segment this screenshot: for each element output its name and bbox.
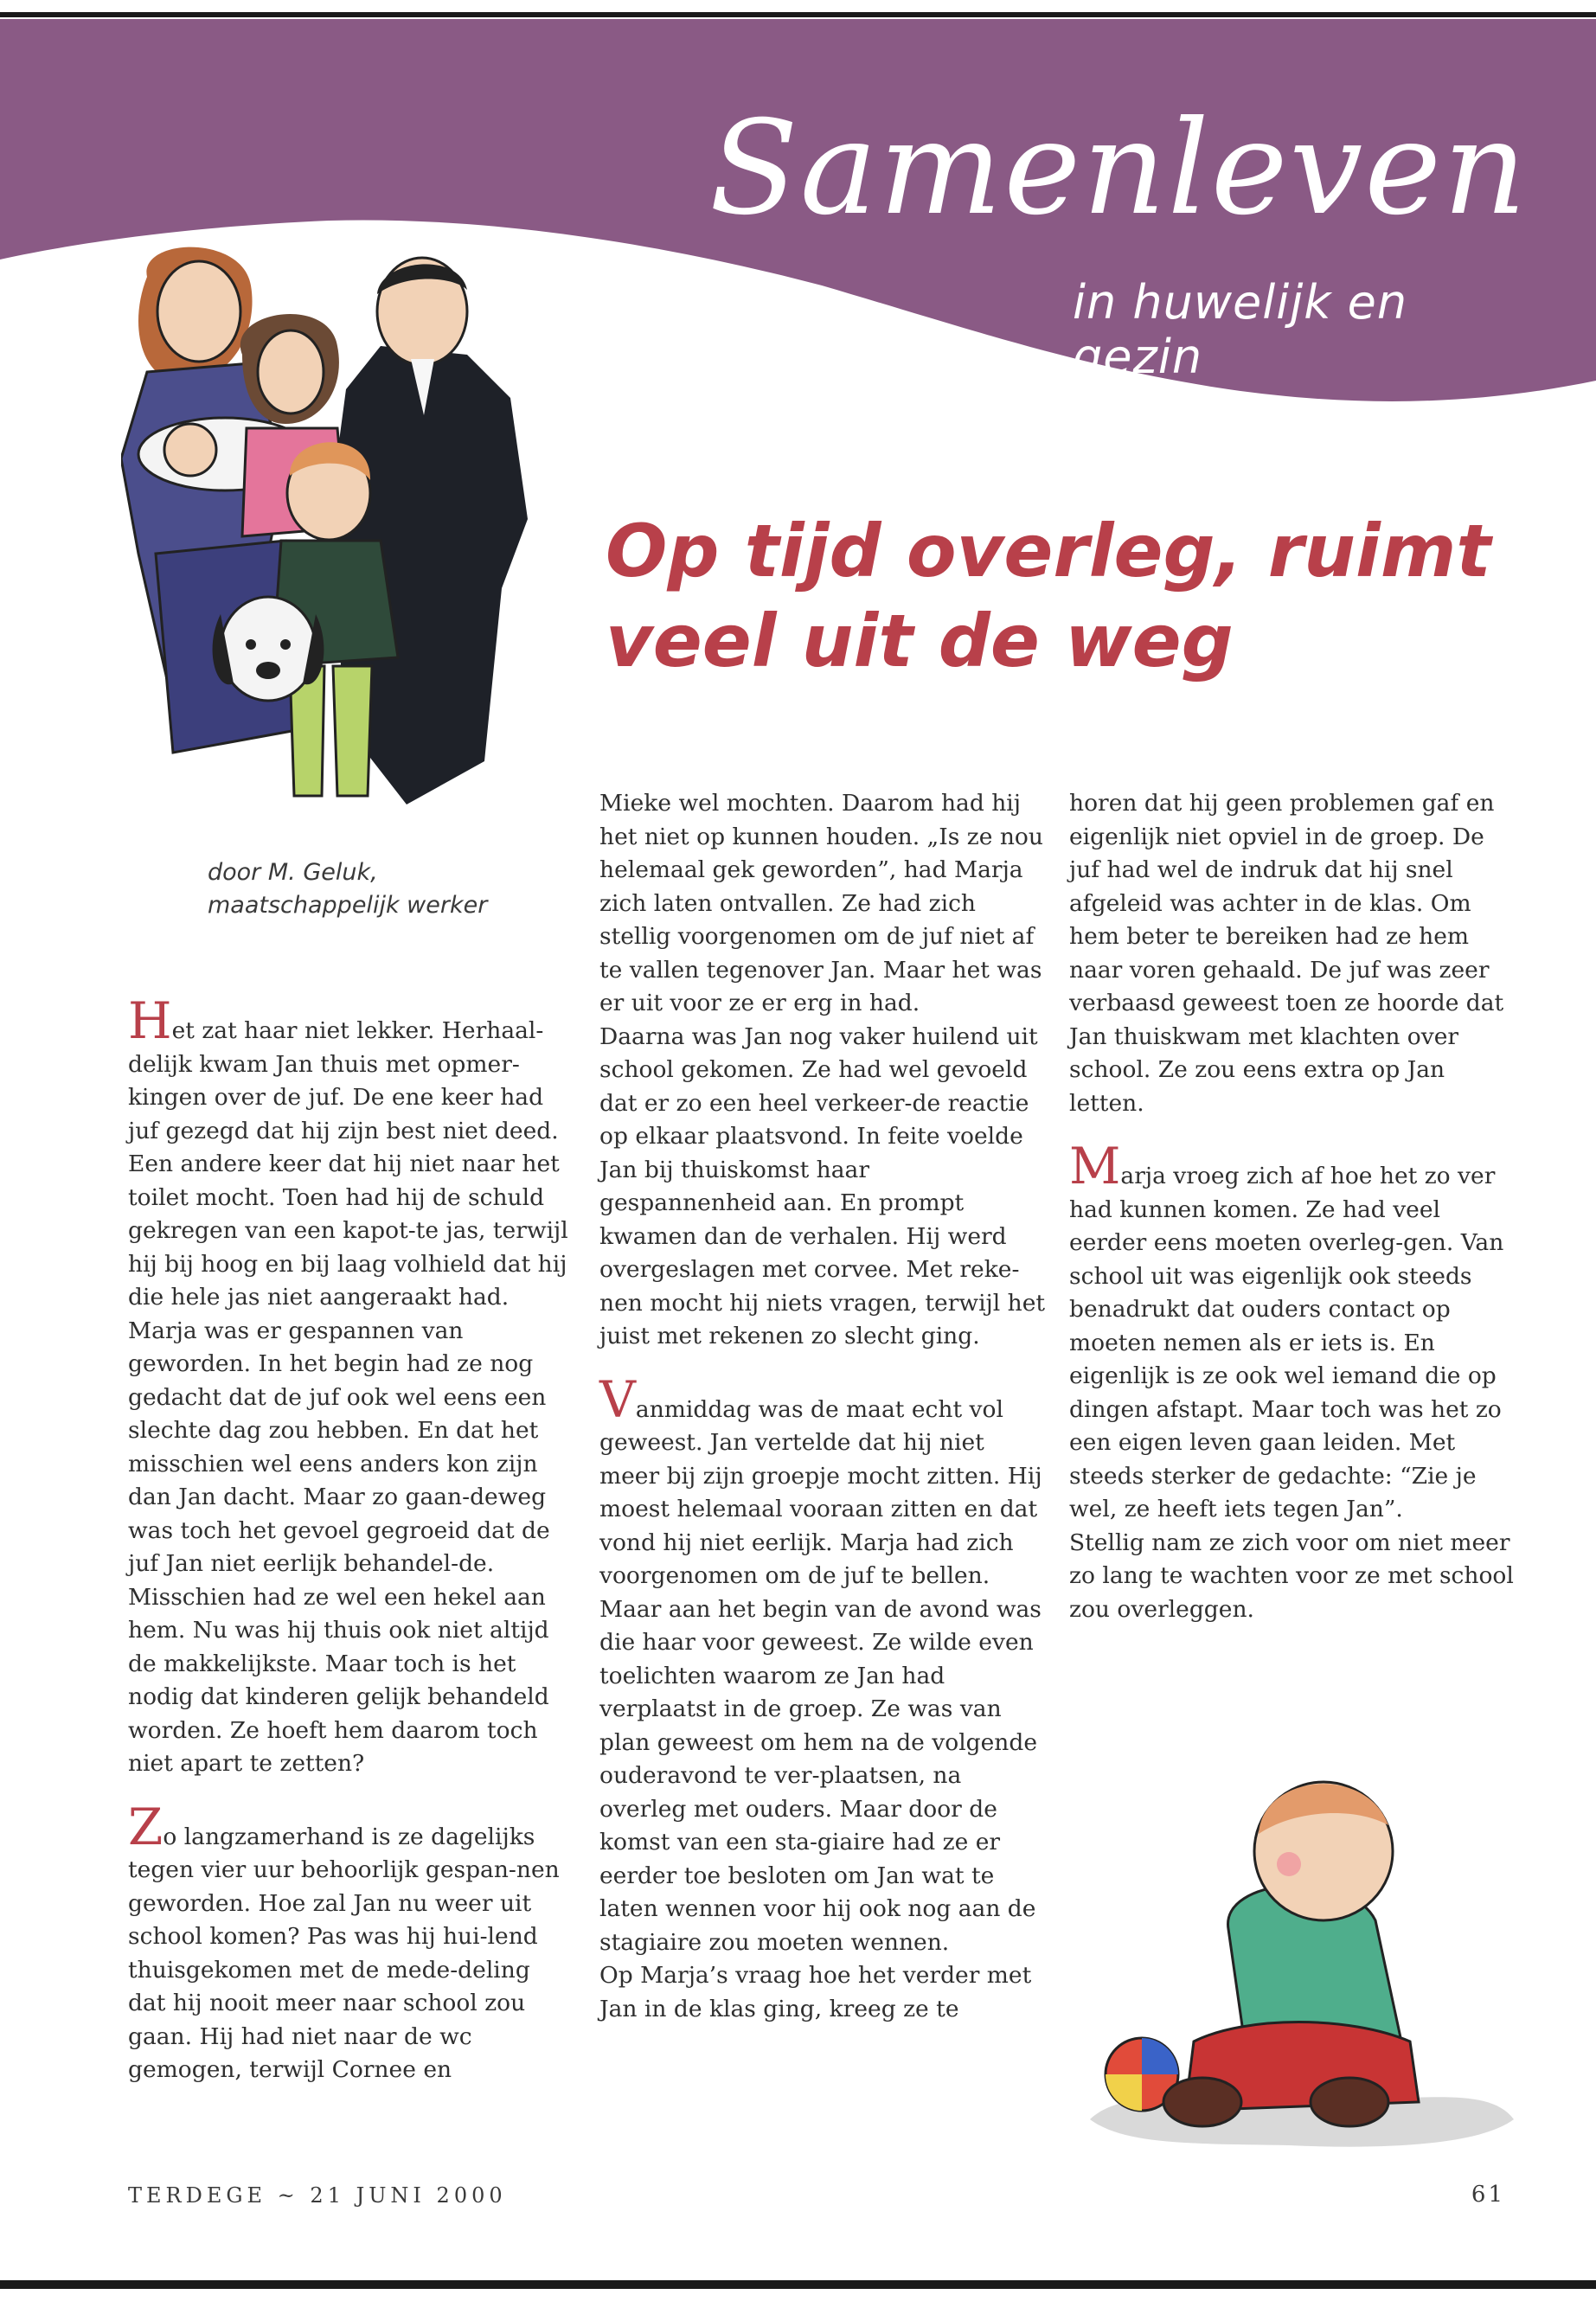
masthead-title: Samenleven <box>709 93 1529 244</box>
paragraph-3 <box>128 1797 569 2087</box>
dropcap-h: H <box>128 991 172 1050</box>
paragraph-6-text: anmiddag was de maat echt vol geweest. Jan vertelde dat hij niet meer bij zijn groepje mocht zitten. Hij moest helemaal vooraan zitten en dat vond hij niet eerlijk. Marja had zich voorgenomen om de juf te bellen. Maar aan het begin van de avond was die haar voor geweest. Ze wilde even toelichten waarom ze Jan had verplaatst in de groep. Ze was van plan geweest om hem na de volgende ouderavond te ver-plaatsen, na overleg met ouders. Maar door de komst van een sta-giaire had ze er eerder toe besloten om Jan wat te laten wennen voor hij ook nog aan de stagiaire zou moeten wennen. <box>599 1395 1042 1956</box>
byline-role: maatschappelijk werker <box>208 892 488 919</box>
headline <box>606 506 1557 686</box>
family-illustration <box>121 242 571 813</box>
dropcap-v: V <box>599 1369 636 1429</box>
paragraph-8: horen dat hij geen problemen gaf en eigenlijk niet opviel in de groep. De juf had wel de indruk dat hij snel afgeleid was achter in de klas. Om hem beter te bereiken had ze hem naar voren gehaald. De juf was zeer verbaasd geweest toen ze hoorde dat Jan thuiskwam met klachten over school. Ze zou eens extra op Jan letten. <box>1069 790 1504 1117</box>
dropcap-z: Z <box>128 1797 163 1856</box>
publication-footer: TERDEGE ~ 21 JUNI 2000 <box>128 2183 507 2208</box>
article-column-3 <box>1069 787 1519 1659</box>
paragraph-1 <box>128 991 569 1315</box>
headline-line-1: Op tijd overleg, ruimt <box>606 509 1491 593</box>
paragraph-2: Marja was er gespannen van geworden. In het begin had ze nog gedacht dat de juf ook wel eens een slechte dag zou hebben. En dat het misschien wel eens anders kon zijn dan Jan dacht. Maar zo gaan-deweg was toch het gevoel gegroeid dat de juf Jan niet eerlijk behandel-de. Misschien had ze wel een hekel aan hem. Nu was hij thuis ook niet altijd de makkelijkste. Maar toch is het nodig dat kinderen gelijk behandeld worden. Ze hoeft hem daarom toch niet apart te zetten? <box>128 1317 550 1777</box>
paragraph-4: Mieke wel mochten. Daarom had hij het niet op kunnen houden. „Is ze nou helemaal gek geworden”, had Marja zich laten ontvallen. Ze had zich stellig voorgenomen om de juf niet af te vallen tegenover Jan. Maar het was er uit voor ze er erg in had. <box>599 790 1043 1016</box>
paragraph-9 <box>1069 1137 1519 1527</box>
paragraph-7: Op Marja’s vraag hoe het verder met Jan in de klas ging, kreeg ze te <box>599 1962 1032 2022</box>
page-number: 61 <box>1471 2182 1505 2208</box>
dropcap-m: M <box>1069 1137 1121 1195</box>
byline-author: door M. Geluk, <box>208 859 378 886</box>
paragraph-6 <box>599 1369 1049 1960</box>
paragraph-1-text: et zat haar niet lekker. Herhaal-delijk kwam Jan thuis met opmer-kingen over de juf. De ene keer had juf gezegd dat hij zijn best niet deed. Een andere keer dat hij niet naar het toilet mocht. Toen had hij de schuld gekregen van een kapot-te jas, terwijl hij bij hoog en bij laag volhield dat hij die hele jas niet aangeraakt had. <box>128 1017 568 1311</box>
paragraph-10: Stellig nam ze zich voor om niet meer zo lang te wachten voor ze met school zou overleggen. <box>1069 1529 1514 1623</box>
masthead-subtitle: in huwelijk en gezin <box>1073 275 1408 384</box>
child-with-ball-illustration <box>1073 1756 1522 2163</box>
article-column-2 <box>599 787 1049 2059</box>
bottom-rule <box>0 2280 1596 2289</box>
paragraph-9-text: arja vroeg zich af hoe het zo ver had kunnen komen. Ze had veel eerder eens moeten overleg-gen. Van school uit was eigenlijk ook steeds benadrukt dat ouders contact op moeten nemen als er iets is. En eigenlijk is ze ook wel iemand die op dingen afstapt. Maar toch was het zo een eigen leven gaan leiden. Met steeds sterker de gedachte: “Zie je wel, ze heeft iets tegen Jan”. <box>1069 1163 1504 1522</box>
paragraph-3-text: o langzamerhand is ze dagelijks tegen vier uur behoorlijk gespan-nen geworden. Hoe zal Jan nu weer uit school komen? Pas was hij hui-lend thuisgekomen met de mede-deling dat hij nooit meer naar school zou gaan. Hij had niet naar de wc gemogen, terwijl Cornee en <box>128 1823 560 2083</box>
article-column-1 <box>128 991 569 2120</box>
paragraph-5: Daarna was Jan nog vaker huilend uit school gekomen. Ze had wel gevoeld dat er zo een heel verkeer-de reactie op elkaar plaatsvond. In feite voelde Jan bij thuiskomst haar gespannenheid aan. En prompt kwamen dan de verhalen. Hij werd overgeslagen met corvee. Met reke-nen mocht hij niets vragen, terwijl het juist met rekenen zo slecht ging. <box>599 1022 1046 1349</box>
byline <box>208 856 571 922</box>
headline-line-2: veel uit de weg <box>606 599 1234 683</box>
